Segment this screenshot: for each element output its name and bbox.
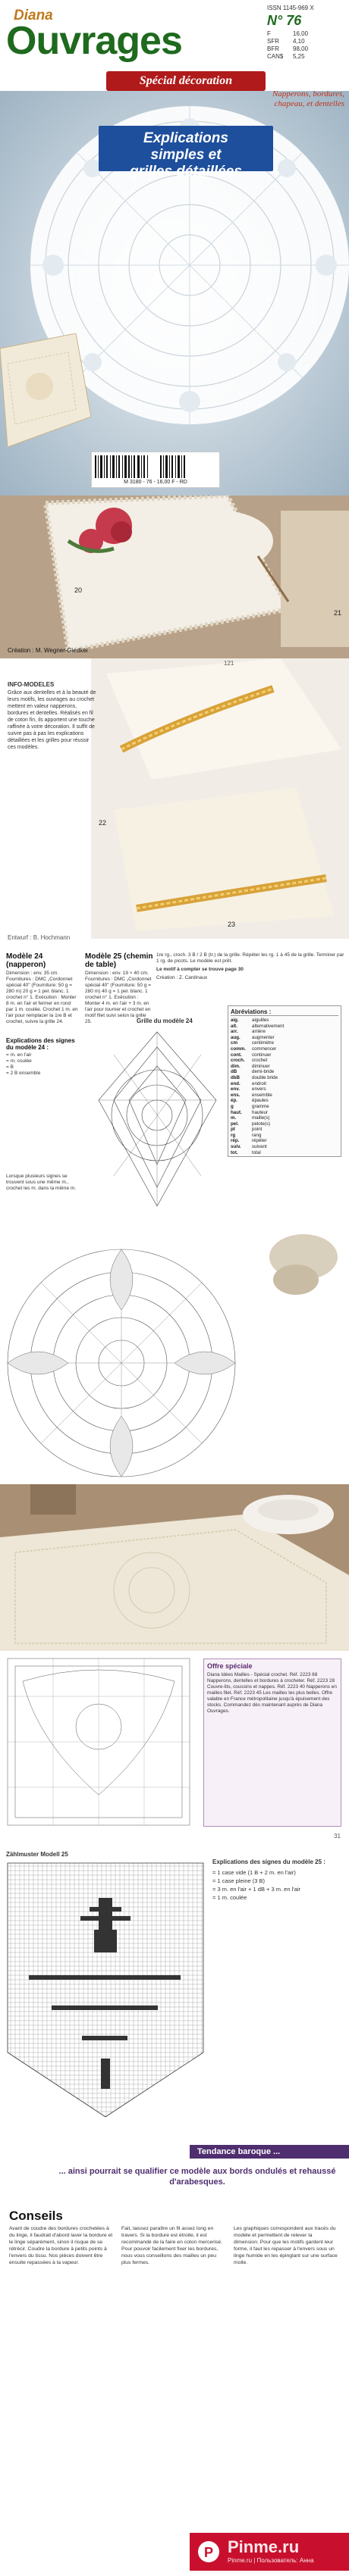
abbrev-value: double bride (252, 1074, 278, 1080)
price-row: CAN$ 5,25 (267, 53, 305, 60)
abbrev-key: suiv. (231, 1144, 241, 1150)
model-24-grid (91, 1018, 224, 1211)
model-25-text (85, 952, 153, 1025)
abbreviations-box (228, 1005, 341, 1157)
price-row: F 16,00 (267, 30, 309, 37)
sign-item: = 2 B ensemble (6, 1071, 41, 1076)
filet-chart-page (0, 1848, 349, 2136)
abbrev-value: diminuer (252, 1063, 270, 1069)
legend-item: = 1 case pleine (3 B) (212, 1877, 265, 1884)
abbrev-row (231, 1064, 338, 1070)
sign-item: = m. coulée (6, 1058, 32, 1064)
cover-page (0, 0, 349, 496)
abbrev-key: cm (231, 1040, 237, 1046)
cover-napkin-photo (0, 333, 91, 447)
filet-chart-title: Zählmuster Modell 25 (6, 1851, 68, 1858)
abbrev-value: suivant (252, 1144, 267, 1150)
abbrev-key: aug. (231, 1034, 241, 1040)
abbrev-value: arrière (252, 1029, 266, 1035)
model-24-title: Modèle 24 (napperon) (6, 952, 46, 969)
abbrev-row (231, 1121, 338, 1127)
abbrev-row (231, 1058, 338, 1064)
info-page (0, 658, 349, 946)
offer-title: Offre spéciale (207, 1662, 253, 1670)
cover-tagline: Napperons, bordures, chapeau, et dentelles (272, 89, 344, 108)
legend-item: = 1 case vide (1 B + 2 m. en l'air) (212, 1869, 296, 1876)
magazine-title: Ouvrages (6, 19, 182, 63)
tendance-band: Tendance baroque ... (190, 2145, 349, 2159)
lower-note-text: Lorsque plusieurs signes se trouvent sous une même m., crochet les m. dans la même m. (6, 1174, 77, 1191)
abbrev-row (231, 1081, 338, 1087)
abbrev-value: centimètre (252, 1040, 274, 1046)
photo-credit: Entwurf : B. Hochmann (8, 934, 71, 941)
filet-legend (212, 1859, 343, 1902)
barcode (91, 452, 220, 488)
abbrev-key: ens. (231, 1092, 241, 1098)
abbrev-key: arr. (231, 1029, 238, 1035)
abbrev-row (231, 1098, 338, 1104)
issue-number: N° 76 (267, 13, 302, 28)
abbrev-title: Abréviations : (231, 1008, 338, 1016)
abbrev-row (231, 1052, 338, 1058)
abbrev-key: rg (231, 1132, 236, 1138)
signs-legend-24 (6, 1037, 82, 1077)
info-models-box (8, 681, 97, 878)
abbrev-row (231, 1133, 338, 1139)
table-runner-photo (0, 1484, 349, 1651)
brand-name: Diana (14, 8, 53, 23)
sign-item: = m. en l'air (6, 1052, 32, 1058)
model-24-body: Dimension : env. 35 cm. Fournitures : DMC „Cordonnet spécial 40" (Fourniture: 50 g = 280 m) 20 g = 1 pel. blanc. 1 crochet n° 1. Exécution : Monter 8 m. en l'air et fermer en rond par 1 m. coulée. Crochet 1 m. en l'air pour remplacer la 1re B et crochet, suivre la grille 24. (6, 971, 78, 1024)
model-25-title: Modèle 25 (chemin de table) (85, 952, 153, 969)
filet-grid (6, 1862, 205, 2119)
watermark-sub: Pinme.ru | Пользователь: Анна (228, 2557, 314, 2564)
pattern-col3 (156, 952, 344, 981)
barcode-text: M 3180 - 76 - 16,00 F - RD (124, 480, 187, 485)
pattern-col3-body: 1re rg., croch. 3 B / 2 B (tr.) de la grille. Répéter les rg. 1 à 45 de la grille. Terminer par 1 rg. de picots. Le modèle est prêt. (156, 952, 344, 964)
explain-line: simples et (150, 147, 222, 163)
abbrev-value: crochet (252, 1058, 268, 1064)
chart-note: Le motif à compter se trouve page 30 (156, 967, 244, 972)
abbrev-row (231, 1138, 338, 1144)
advice-col-2: Fait, laissez paraître un fil assez long en travers. Si la bordure est étroite, il est recommandé de la faire en coton mercerisé. Pour pouvoir facilement fixer les bordures, nous vous conseillons des mailles un peu plus fermes. (121, 2226, 222, 2265)
abbrev-value: demi-bride (252, 1069, 275, 1075)
explanations-badge (99, 126, 273, 180)
grid-title: Grille du modèle 24 (137, 1018, 193, 1024)
abbrev-value: gramme (252, 1103, 269, 1109)
model-24-text (6, 952, 79, 1025)
photo-number: 21 (334, 609, 342, 617)
pattern-page (0, 946, 349, 1211)
page-number: 121 (224, 660, 234, 667)
abbrev-key: alt. (231, 1023, 237, 1029)
abbrev-value: endroit (252, 1080, 266, 1086)
abbrev-row (231, 1110, 338, 1116)
legend-item: = 1 m. coulée (212, 1894, 247, 1901)
advice-page (0, 2204, 349, 2576)
abbrev-key: tot. (231, 1149, 238, 1155)
abbrev-row (231, 1104, 338, 1110)
abbrev-key: dbB (231, 1074, 241, 1080)
abbrev-key: env. (231, 1086, 240, 1093)
abbrev-key: g (231, 1103, 234, 1109)
abbrev-key: m. (231, 1115, 237, 1121)
price-list (267, 30, 346, 61)
abbrev-key: dB (231, 1069, 237, 1075)
lower-note (6, 1174, 82, 1192)
abbrev-row (231, 1144, 338, 1150)
abbrev-key: ép. (231, 1098, 237, 1104)
abbrev-value: maille(s) (252, 1115, 270, 1121)
abbrev-key: end. (231, 1080, 241, 1086)
abbrev-value: hauteur (252, 1109, 268, 1115)
abbrev-row (231, 1115, 338, 1121)
abbrev-row (231, 1075, 338, 1081)
special-banner: Spécial décoration (106, 71, 266, 91)
napkin-rose-photo (0, 496, 349, 658)
abbrev-row (231, 1086, 338, 1093)
abbrev-row (231, 1018, 338, 1024)
tendance-headline: ... ainsi pourrait se qualifier ce modèle aux bords ondulés et rehaussé d'arabesques. (58, 2167, 336, 2187)
abbrev-value: rang (252, 1132, 262, 1138)
abbrev-value: augmenter (252, 1034, 275, 1040)
abbrev-value: total (252, 1149, 261, 1155)
doily-chart-page (0, 1211, 349, 1484)
explain-line: Explications (143, 130, 228, 146)
abbrev-value: point (252, 1127, 263, 1133)
abbrev-key: croch. (231, 1058, 245, 1064)
signs-title: Explications des signes du modèle 24 : (6, 1037, 75, 1051)
abbrev-key: pt (231, 1127, 235, 1133)
abbrev-value: alternativement (252, 1023, 285, 1029)
sign-item: = B (6, 1064, 14, 1070)
abbrev-value: continuer (252, 1052, 272, 1058)
abbrev-row (231, 1046, 338, 1052)
advice-title: Conseils (9, 2209, 63, 2223)
abbrev-value: commencer (252, 1046, 277, 1052)
issue-info (267, 5, 346, 71)
issn: ISSN 1145-969 X (267, 5, 314, 11)
advice-col-3: Les graphiques correspondent aux tracés du modèle et permettent de relever la dimension. Pour que les motifs gardent leur forme, il faut les repasser à l'envers sous un linge humide en les épinglant sur une surface molle. (234, 2226, 338, 2265)
abbrev-row (231, 1040, 338, 1046)
legend-title: Explications des signes du modèle 25 : (212, 1859, 325, 1865)
legend-item: = 3 m. en l'air + 1 dB + 3 m. en l'air (212, 1886, 301, 1893)
abbrev-value: répéter (252, 1138, 267, 1144)
photo-number: 22 (99, 819, 107, 827)
abbrev-list (231, 1018, 338, 1155)
abbrev-row (231, 1150, 338, 1156)
abbrev-row (231, 1127, 338, 1133)
abbrev-key: comm. (231, 1046, 246, 1052)
photo-number: 23 (228, 921, 236, 928)
photo-credit: Création : M. Wegner-Giedkel (8, 647, 88, 654)
abbrev-key: haut. (231, 1109, 242, 1115)
photo-number: 20 (74, 586, 83, 594)
svg-text:P: P (204, 2545, 214, 2560)
abbrev-row (231, 1069, 338, 1075)
abbrev-value: envers (252, 1086, 266, 1093)
model-25-body: Dimension : env. 19 × 40 cm. Fournitures : DMC „Cordonnet spécial 40" (Fourniture: 50 g = 280 m) 40 g = 1 pel. blanc. 1 crochet n° 1. Exécution : Monter 4 m. en l'air + 3 m. en l'air pour tourner et crochet en motif filet suivi selon la grille 25. (85, 971, 152, 1024)
abbrev-value: épaules (252, 1098, 269, 1104)
abbrev-row (231, 1029, 338, 1035)
abbrev-key: dim. (231, 1063, 241, 1069)
abbrev-row (231, 1093, 338, 1099)
watermark-text: Pinme.ru (228, 2537, 300, 2556)
abbrev-key: cont. (231, 1052, 242, 1058)
price-row: BFR 98,00 (267, 45, 309, 52)
abbrev-value: ensemble (252, 1092, 272, 1098)
abbrev-key: aig. (231, 1018, 239, 1023)
abbrev-value: pelote(s) (252, 1121, 271, 1127)
abbrev-value: aiguilles (252, 1018, 269, 1023)
info-box-title: INFO-MODELES (8, 681, 55, 688)
abbrev-row (231, 1035, 338, 1041)
tendance-section (0, 2136, 349, 2204)
page-number: 31 (334, 1833, 341, 1840)
advice-col-1: Avant de coudre des bordures crochetées à du linge, il faudrait d'abord laver la bordure et le linge séparément, sinon il risque de se rétrécir. Coudre la bordure à petits points à l'envers du tissu. Nos pièces doivent être ensuite repassées à la vapeur. (9, 2226, 113, 2265)
explain-line: grilles détaillées (130, 164, 242, 180)
offer-text: Diana Idées Mailles - Spécial crochet. Réf. 2223 68 Napperons, dentelles et bordures à crocheter. Réf. 2223 28 Couvre-lits, coussins et nappes. Réf. 2223 40 Napperons en mailles filet. Réf. 2223 45 Les mailles les plus belles. Offre valable en France métropolitaine jusqu'à épuisement des stocks. Commandez dès maintenant auprès de Diana Ouvrages. (207, 1672, 337, 1714)
abbrev-key: rép. (231, 1138, 240, 1144)
design-credit: Création : Z. Cardinaux (156, 975, 208, 980)
info-box-text: Grâce aux dentelles et à la beauté de leurs motifs, les ouvrages au crochet mettent en valeur napperons, bordures et dentelles. Réalisés en fil de coton fin, ils apportent une touche raffinée à votre décoration. Il suffit de suivre pas à pas les explications détaillées et les grilles pour réussir ces modèles. (8, 690, 96, 750)
special-offer-box (203, 1658, 341, 1827)
abbrev-key: pel. (231, 1121, 239, 1127)
abbrev-row (231, 1024, 338, 1030)
offer-page (0, 1651, 349, 1848)
price-row: SFR 4,10 (267, 38, 305, 45)
